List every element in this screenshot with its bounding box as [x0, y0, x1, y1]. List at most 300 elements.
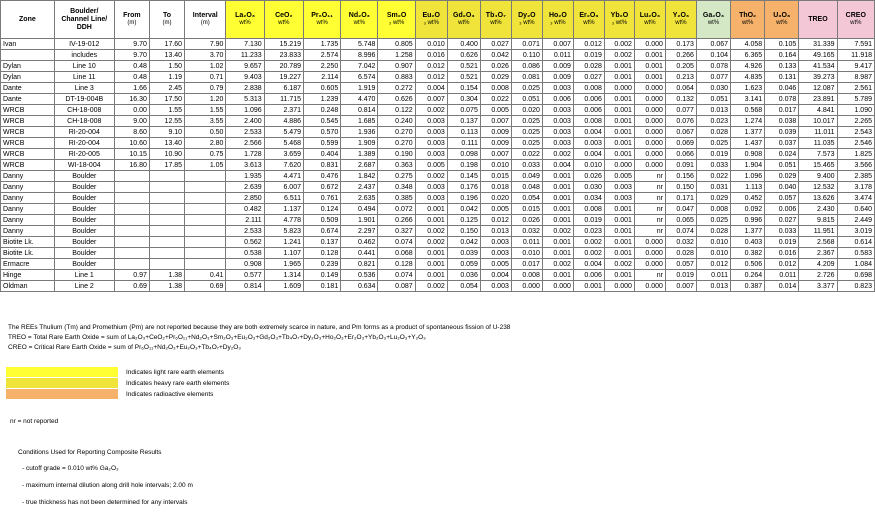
sample-cell: RI-20-004 — [54, 127, 114, 138]
value-cell: 0.122 — [378, 105, 415, 116]
value-cell: 4.835 — [731, 72, 765, 83]
column-header-unit: wt% — [583, 20, 595, 26]
value-cell: 0.003 — [542, 83, 573, 94]
zone-cell: Hinge — [1, 270, 55, 281]
legend-radioactive — [6, 389, 229, 399]
value-cell: 0.025 — [511, 116, 542, 127]
value-cell: 10.90 — [149, 149, 184, 160]
value-cell: 1.38 — [149, 270, 184, 281]
column-header-unit: wt% — [353, 20, 366, 26]
value-cell: 0.065 — [665, 215, 696, 226]
table-row — [1, 149, 875, 160]
value-cell: 0.003 — [604, 182, 634, 193]
value-cell: 0.054 — [447, 281, 480, 292]
value-cell: 0.005 — [604, 171, 634, 182]
condition-thickness: - true thickness has not been determined for any intervals — [22, 499, 188, 506]
condition-cutoff: - cutoff grade = 0.010 wt% Ga₂O₃ — [22, 465, 119, 472]
sample-cell: IV-19-012 — [54, 39, 114, 50]
sample-cell: CH-18-008 — [54, 105, 114, 116]
value-cell: 0.000 — [542, 281, 573, 292]
value-cell: 0.001 — [415, 204, 447, 215]
sample-cell: CH-18-008 — [54, 116, 114, 127]
value-cell: 7.90 — [185, 39, 226, 50]
value-cell: 0.008 — [511, 270, 542, 281]
value-cell: 0.248 — [304, 105, 341, 116]
value-cell: 0.001 — [542, 204, 573, 215]
value-cell: 5.479 — [264, 127, 303, 138]
value-cell: 2.250 — [304, 61, 341, 72]
value-cell: 0.026 — [511, 215, 542, 226]
value-cell: 0.164 — [765, 50, 799, 61]
value-cell: 1.842 — [341, 171, 378, 182]
zone-cell: Danny — [1, 204, 55, 215]
value-cell: 10.15 — [114, 149, 149, 160]
table-header — [1, 1, 875, 39]
value-cell: 0.002 — [415, 237, 447, 248]
value-cell: 0.003 — [415, 182, 447, 193]
value-cell: 8.996 — [341, 50, 378, 61]
value-cell: 0.605 — [304, 83, 341, 94]
value-cell: 23.833 — [264, 50, 303, 61]
value-cell — [185, 237, 226, 248]
column-header-unit: wt% — [675, 20, 687, 26]
value-cell: 0.698 — [837, 270, 874, 281]
value-cell: 0.010 — [573, 160, 604, 171]
column-header — [447, 1, 480, 39]
sample-cell: WI-18-004 — [54, 160, 114, 171]
value-cell: 0.48 — [114, 72, 149, 83]
value-cell: 0.003 — [415, 149, 447, 160]
value-cell: 0.509 — [304, 215, 341, 226]
value-cell: 0.007 — [480, 149, 511, 160]
value-cell: 0.005 — [480, 204, 511, 215]
zone-cell: Dylan — [1, 61, 55, 72]
column-header — [731, 1, 765, 39]
value-cell: 0.033 — [765, 226, 799, 237]
zone-cell: WRCB — [1, 127, 55, 138]
value-cell: 0.275 — [378, 171, 415, 182]
value-cell: 0.003 — [573, 138, 604, 149]
column-header-label: Zone — [19, 15, 36, 23]
value-cell: 3.141 — [731, 94, 765, 105]
value-cell: 0.97 — [114, 270, 149, 281]
value-cell: 49.165 — [799, 50, 837, 61]
value-cell: 0.570 — [304, 127, 341, 138]
value-cell: 0.001 — [604, 248, 634, 259]
value-cell: 0.626 — [378, 94, 415, 105]
column-header-unit: wt% — [776, 20, 788, 26]
value-cell: 13.40 — [149, 50, 184, 61]
value-cell: 0.149 — [304, 270, 341, 281]
zone-cell: Danny — [1, 215, 55, 226]
value-cell: 2.265 — [837, 116, 874, 127]
value-cell: 0.010 — [696, 237, 730, 248]
value-cell: 11.233 — [226, 50, 264, 61]
column-header — [378, 1, 415, 39]
value-cell: 0.190 — [378, 149, 415, 160]
value-cell: 0.023 — [573, 226, 604, 237]
value-cell: 0.000 — [634, 105, 665, 116]
column-header — [149, 1, 184, 39]
value-cell: 1.084 — [837, 259, 874, 270]
value-cell: 0.076 — [665, 116, 696, 127]
value-cell: 0.71 — [185, 72, 226, 83]
zone-cell: Biotite Lk. — [1, 248, 55, 259]
value-cell: 1.377 — [731, 127, 765, 138]
value-cell: 0.761 — [304, 193, 341, 204]
value-cell: 0.883 — [378, 72, 415, 83]
column-header — [415, 1, 447, 39]
table-row — [1, 171, 875, 182]
value-cell: 0.266 — [665, 50, 696, 61]
value-cell: 0.004 — [573, 149, 604, 160]
value-cell: 0.001 — [415, 248, 447, 259]
value-cell: 0.030 — [573, 182, 604, 193]
value-cell: 1.66 — [114, 83, 149, 94]
value-cell: 0.047 — [665, 204, 696, 215]
value-cell — [114, 182, 149, 193]
value-cell: 0.132 — [665, 94, 696, 105]
value-cell: 0.001 — [542, 182, 573, 193]
sample-cell: Boulder — [54, 248, 114, 259]
column-header-label: Dy₂O — [518, 12, 536, 19]
column-header — [799, 1, 837, 39]
value-cell: 0.545 — [304, 116, 341, 127]
value-cell: 0.176 — [447, 182, 480, 193]
value-cell: 0.066 — [665, 149, 696, 160]
value-cell: 2.838 — [226, 83, 264, 94]
column-header-label: Y₂O₃ — [672, 12, 690, 19]
value-cell: 4.209 — [799, 259, 837, 270]
value-cell: 0.020 — [511, 105, 542, 116]
value-cell: 0.029 — [696, 193, 730, 204]
zone-cell — [1, 50, 55, 61]
column-header-label: From — [123, 12, 141, 19]
value-cell: 0.042 — [447, 204, 480, 215]
value-cell: 2.574 — [304, 50, 341, 61]
zone-cell: Danny — [1, 193, 55, 204]
column-header — [54, 1, 114, 39]
value-cell: 1.096 — [731, 171, 765, 182]
value-cell: 0.033 — [511, 160, 542, 171]
value-cell: 2.45 — [149, 83, 184, 94]
value-cell: 0.003 — [542, 127, 573, 138]
footnote-tm-pm: The REEs Thulium (Tm) and Promethium (Pm) are not reported because they are both extremely scarce in nature, and Pm forms as a product of spontaneous fission of U-238 — [8, 324, 511, 331]
table-row — [1, 226, 875, 237]
value-cell: 0.010 — [511, 248, 542, 259]
value-cell: 0.005 — [480, 259, 511, 270]
table-row — [1, 281, 875, 292]
value-cell: 0.001 — [542, 248, 573, 259]
value-cell: 0.003 — [542, 138, 573, 149]
value-cell: 0.040 — [765, 182, 799, 193]
value-cell: 7.591 — [837, 39, 874, 50]
value-cell: 0.027 — [573, 72, 604, 83]
value-cell: 10.60 — [114, 138, 149, 149]
value-cell: 0.012 — [696, 259, 730, 270]
value-cell: 0.006 — [765, 204, 799, 215]
value-cell: 1.735 — [304, 39, 341, 50]
value-cell: 0.028 — [665, 248, 696, 259]
value-cell: 1.623 — [731, 83, 765, 94]
value-cell: 0.051 — [765, 160, 799, 171]
value-cell: 1.05 — [185, 160, 226, 171]
value-cell: 0.028 — [696, 226, 730, 237]
value-cell: 0.017 — [765, 105, 799, 116]
value-cell: 0.001 — [542, 215, 573, 226]
value-cell — [185, 193, 226, 204]
value-cell: 0.614 — [837, 237, 874, 248]
value-cell: 0.019 — [665, 270, 696, 281]
table-row — [1, 83, 875, 94]
value-cell: 0.239 — [304, 259, 341, 270]
table-row — [1, 160, 875, 171]
zone-cell: WRCB — [1, 160, 55, 171]
value-cell: 17.60 — [149, 39, 184, 50]
table-row — [1, 204, 875, 215]
value-cell: 0.012 — [415, 61, 447, 72]
value-cell: 0.006 — [573, 105, 604, 116]
value-cell: 7.573 — [799, 149, 837, 160]
value-cell: 12.532 — [799, 182, 837, 193]
value-cell: 0.009 — [542, 72, 573, 83]
value-cell — [114, 215, 149, 226]
value-cell: 0.074 — [378, 270, 415, 281]
value-cell: 13.626 — [799, 193, 837, 204]
value-cell: 0.113 — [447, 127, 480, 138]
value-cell: 0.001 — [634, 72, 665, 83]
value-cell: 0.028 — [573, 61, 604, 72]
value-cell: 1.19 — [149, 72, 184, 83]
value-cell: 0.385 — [378, 193, 415, 204]
value-cell: 15.465 — [799, 160, 837, 171]
value-cell: 0.010 — [480, 160, 511, 171]
value-cell: 0.038 — [765, 116, 799, 127]
value-cell: 0.039 — [447, 248, 480, 259]
value-cell: 0.506 — [731, 259, 765, 270]
reporting-conditions — [18, 448, 193, 515]
value-cell: 9.400 — [799, 171, 837, 182]
value-cell: 0.674 — [304, 226, 341, 237]
value-cell: 0.019 — [765, 237, 799, 248]
value-cell: 0.075 — [447, 105, 480, 116]
sample-cell: Line 1 — [54, 270, 114, 281]
column-header-label: Er₂O₃ — [579, 12, 599, 19]
value-cell: 0.001 — [604, 204, 634, 215]
value-cell: 0.001 — [604, 105, 634, 116]
value-cell: 0.012 — [480, 215, 511, 226]
value-cell: 0.034 — [573, 193, 604, 204]
value-cell: 0.272 — [378, 83, 415, 94]
value-cell: 0.137 — [304, 237, 341, 248]
value-cell: 3.377 — [799, 281, 837, 292]
value-cell: 0.011 — [511, 237, 542, 248]
value-cell: 0.008 — [573, 116, 604, 127]
column-header — [604, 1, 634, 39]
sample-cell: DT-19-004B — [54, 94, 114, 105]
zone-cell: WRCB — [1, 116, 55, 127]
zone-cell: Ermacre — [1, 259, 55, 270]
value-cell: 0.001 — [604, 116, 634, 127]
value-cell: 0.69 — [114, 281, 149, 292]
column-header-unit: wt% — [458, 20, 470, 26]
value-cell: 8.987 — [837, 72, 874, 83]
value-cell: 0.074 — [665, 226, 696, 237]
value-cell: 8.60 — [114, 127, 149, 138]
value-cell: 0.124 — [304, 204, 341, 215]
legend-label-radioactive: Indicates radioactive elements — [126, 390, 214, 398]
value-cell: 0.042 — [480, 50, 511, 61]
zone-cell: Biotite Lk. — [1, 237, 55, 248]
value-cell: 0.111 — [447, 138, 480, 149]
column-header-unit: wt% — [316, 20, 328, 26]
value-cell: 1.137 — [264, 204, 303, 215]
value-cell: 0.025 — [696, 215, 730, 226]
zone-cell: Oldman — [1, 281, 55, 292]
value-cell: 3.613 — [226, 160, 264, 171]
value-cell: 2.371 — [264, 105, 303, 116]
value-cell: 0.196 — [447, 193, 480, 204]
value-cell: 0.002 — [604, 50, 634, 61]
value-cell: 2.367 — [799, 248, 837, 259]
table-row — [1, 182, 875, 193]
legend-swatch-radioactive — [6, 389, 118, 399]
sample-cell: Line 3 — [54, 83, 114, 94]
value-cell: 0.004 — [415, 83, 447, 94]
value-cell: 0.068 — [378, 248, 415, 259]
value-cell: 0.098 — [447, 149, 480, 160]
table-footnotes — [8, 323, 510, 353]
column-header-unit: ₃ wt% — [423, 20, 439, 26]
value-cell: 0.001 — [604, 149, 634, 160]
column-header — [1, 1, 55, 39]
value-cell: 0.032 — [665, 237, 696, 248]
value-cell: 1.437 — [731, 138, 765, 149]
value-cell: 0.000 — [634, 281, 665, 292]
value-cell: nr — [634, 171, 665, 182]
value-cell: 0.536 — [341, 270, 378, 281]
value-cell: 0.001 — [415, 259, 447, 270]
value-cell — [149, 204, 184, 215]
value-cell: 9.00 — [114, 116, 149, 127]
value-cell: 1.02 — [185, 61, 226, 72]
value-cell: 1.909 — [341, 138, 378, 149]
column-header-unit: wt% — [644, 20, 656, 26]
table-row — [1, 237, 875, 248]
value-cell: 1.55 — [149, 105, 184, 116]
value-cell: 0.023 — [696, 116, 730, 127]
value-cell: 3.70 — [185, 50, 226, 61]
value-cell: 0.000 — [634, 259, 665, 270]
value-cell: 11.951 — [799, 226, 837, 237]
value-cell: 0.002 — [573, 248, 604, 259]
value-cell: 1.685 — [341, 116, 378, 127]
legend-light-ree — [6, 367, 229, 377]
value-cell: 0.001 — [542, 171, 573, 182]
table-row — [1, 116, 875, 127]
value-cell: 0.001 — [415, 215, 447, 226]
value-cell: nr — [634, 193, 665, 204]
column-header-unit: wt% — [239, 20, 251, 26]
column-header-unit: wt% — [741, 20, 754, 26]
value-cell: 0.001 — [604, 61, 634, 72]
value-cell: 0.814 — [341, 105, 378, 116]
column-header-label: Lu₂O₃ — [639, 12, 661, 19]
value-cell: 0.022 — [696, 171, 730, 182]
value-cell: 0.000 — [634, 160, 665, 171]
value-cell: 0.599 — [304, 138, 341, 149]
value-cell: 0.003 — [415, 127, 447, 138]
value-cell: 1.50 — [149, 61, 184, 72]
value-cell: 0.003 — [542, 105, 573, 116]
value-cell — [149, 182, 184, 193]
value-cell — [185, 248, 226, 259]
column-header-label: CeO₂ — [275, 12, 293, 19]
value-cell: 1.241 — [264, 237, 303, 248]
value-cell: 0.171 — [665, 193, 696, 204]
value-cell: 0.004 — [480, 270, 511, 281]
zone-cell: Dante — [1, 83, 55, 94]
value-cell: 0.150 — [447, 226, 480, 237]
value-cell: 0.025 — [696, 138, 730, 149]
value-cell: 0.000 — [634, 138, 665, 149]
value-cell: 0.000 — [634, 237, 665, 248]
legend-label-heavy: Indicates heavy rare earth elements — [126, 379, 230, 387]
value-cell: 0.000 — [604, 160, 634, 171]
value-cell — [114, 248, 149, 259]
value-cell: 1.389 — [341, 149, 378, 160]
value-cell: 1.38 — [149, 281, 184, 292]
value-cell: 0.568 — [731, 105, 765, 116]
footnote-creo: CREO = Critical Rare Earth Oxide = sum of Pr₆O₁₁+Nd₂O₃+Eu₂O₃+Tb₄O₇+Dy₂O₃ — [8, 344, 241, 351]
column-header-unit: wt% — [707, 20, 720, 26]
value-cell: 0.002 — [604, 39, 634, 50]
value-cell: 0.039 — [765, 127, 799, 138]
value-cell: 0.091 — [665, 160, 696, 171]
value-cell: 1.55 — [185, 105, 226, 116]
value-cell: 0.013 — [696, 105, 730, 116]
column-header-unit: wt% — [490, 20, 502, 26]
value-cell: 0.064 — [665, 83, 696, 94]
value-cell: 0.001 — [542, 237, 573, 248]
value-cell: 4.778 — [264, 215, 303, 226]
value-cell: 1.936 — [341, 127, 378, 138]
sample-cell: Line 2 — [54, 281, 114, 292]
value-cell: 0.013 — [480, 226, 511, 237]
column-header-label: Boulder/ Channel Line/ DDH — [61, 7, 108, 31]
value-cell: 0.75 — [185, 149, 226, 160]
value-cell: 0.005 — [480, 105, 511, 116]
value-cell: 0.562 — [226, 237, 264, 248]
value-cell: 0.001 — [542, 270, 573, 281]
column-header-unit: (m) — [162, 20, 172, 26]
value-cell: 0.000 — [634, 149, 665, 160]
legend-swatch-heavy — [6, 378, 118, 388]
zone-cell: WRCB — [1, 105, 55, 116]
value-cell: 3.474 — [837, 193, 874, 204]
value-cell: 1.965 — [264, 259, 303, 270]
value-cell: 0.018 — [480, 182, 511, 193]
value-cell: 2.80 — [185, 138, 226, 149]
value-cell: 0.805 — [378, 39, 415, 50]
table-row — [1, 127, 875, 138]
value-cell: 0.001 — [604, 72, 634, 83]
column-header-label: Ho₂O — [548, 12, 567, 19]
value-cell: 0.50 — [185, 127, 226, 138]
value-cell: 0.031 — [696, 182, 730, 193]
value-cell: 0.001 — [542, 193, 573, 204]
value-cell: 6.511 — [264, 193, 303, 204]
